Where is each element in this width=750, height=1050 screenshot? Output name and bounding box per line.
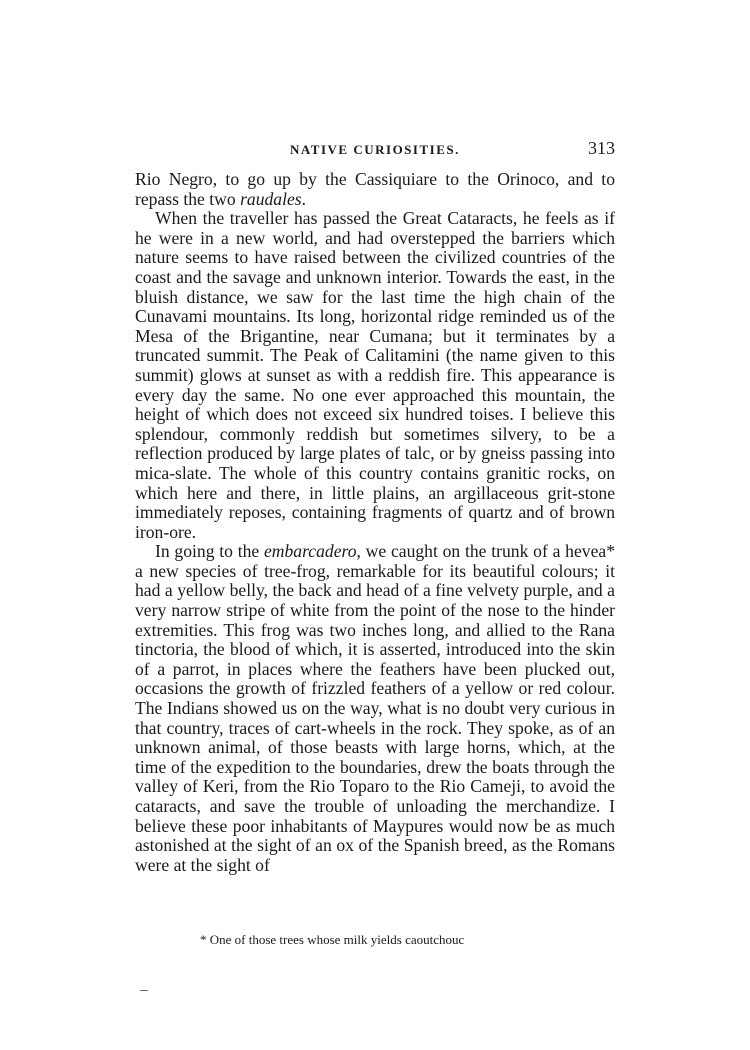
text-run: In going to the bbox=[155, 541, 264, 562]
paragraph bbox=[135, 542, 615, 875]
text-run: , we caught on the trunk of a hevea* a new species of tree-frog, remarkable for its beautiful colours; it had a yellow belly, the back and head of a fine velvety purple, and a very narrow stripe of white from the point of the nose to the hinder extremities. This frog was two inches long, and allied to the Rana tinctoria, the blood of which, it is asserted, introduced into the skin of a parrot, in places where the feathers have been plucked out, occasions the growth of frizzled feathers of a yellow or red colour. The Indians showed us on the way, what is no doubt very curious in that country, traces of cart-wheels in the rock. They spoke, as of an unknown animal, of those beasts with large horns, which, at the time of the expedition to the boundaries, drew the boats through the valley of Keri, from the Rio Toparo to the Rio Cameji, to avoid the cataracts, and save the trouble of unloading the merchandize. I believe these poor inhabitants of Maypures would now be as much astonished at the sight of an ox of the Spanish breed, as the Romans were at the sight of bbox=[135, 541, 615, 875]
page-header bbox=[135, 138, 615, 162]
text-run: . bbox=[301, 188, 307, 209]
italic-term: raudales bbox=[240, 188, 302, 209]
italic-term: embarcadero bbox=[264, 541, 357, 562]
text-run: When the traveller has passed the Great Cataracts, he feels as if he were in a new world, and had overstepped the barriers which nature seems to have raised between the civilized countries of the coast and the savage and unknown interior. Towards the east, in the bluish distance, we saw for the last time the high chain of the Cunavami mountains. Its long, horizontal ridge reminded us of the Mesa of the Brigantine, near Cumana; but it terminates by a truncated summit. The Peak of Calitamini (the name given to this summit) glows at sunset as with a reddish fire. This appearance is every day the same. No one ever approached this mountain, the height of which does not exceed six hundred toises. I believe this splendour, commonly reddish but sometimes silvery, to be a reflection produced by large plates of talc, or by gneiss passing into mica-slate. The whole of this country contains granitic rocks, on which here and there, in little plains, an argillaceous grit-stone immediately reposes, containing fragments of quartz and of brown iron-ore. bbox=[135, 208, 615, 542]
printer-mark bbox=[140, 990, 148, 991]
text-run: Rio Negro, to go up by the Cassiquiare to the Orinoco, and to repass the two bbox=[135, 169, 615, 209]
running-title: NATIVE CURIOSITIES. bbox=[290, 142, 460, 157]
footnote: * One of those trees whose milk yields caoutchouc bbox=[200, 932, 465, 947]
paragraph bbox=[135, 209, 615, 542]
paragraph bbox=[135, 170, 615, 209]
page-number: 313 bbox=[588, 138, 615, 158]
body-text bbox=[135, 170, 615, 875]
